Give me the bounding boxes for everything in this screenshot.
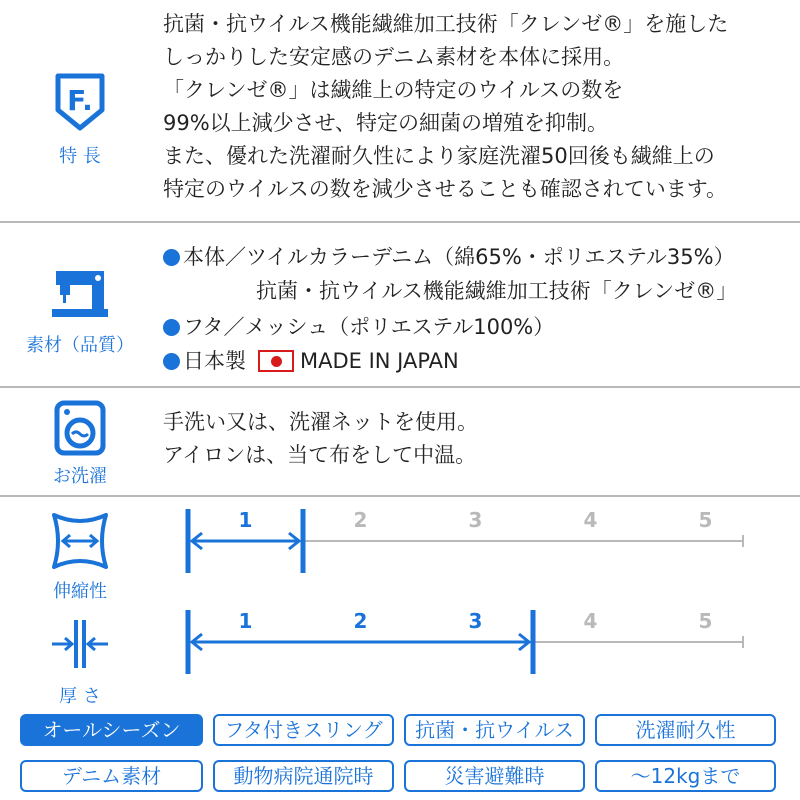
features-line: 99%以上減少させ、特定の細菌の増殖を抑制。 <box>163 111 609 135</box>
material-origin-en: MADE IN JAPAN <box>300 349 459 373</box>
features-line: 「クレンゼ®」は繊維上の特定のウイルスの数を <box>163 78 624 102</box>
japan-flag-icon <box>258 350 294 372</box>
material-origin-text: 日本製 <box>183 349 246 373</box>
material-body-text: 本体／ツイルカラーデニム（綿65%・ポリエステル35%） <box>183 245 735 269</box>
stretch-scale <box>170 507 790 587</box>
washing-text <box>163 406 478 472</box>
feature-tag: 抗菌・抗ウイルス <box>404 714 585 746</box>
washing-section <box>0 388 800 494</box>
stretch-icon <box>0 509 160 573</box>
scale-number: 4 <box>583 508 598 532</box>
features-line: 抗菌・抗ウイルス機能繊維加工技術「クレンゼ®」を施した <box>163 12 729 36</box>
material-body-line <box>163 241 735 271</box>
feature-tag: 災害避難時 <box>404 760 585 792</box>
stretch-label: 伸縮性 <box>53 581 107 602</box>
scale-number: 1 <box>238 508 253 532</box>
material-body-subline: 抗菌・抗ウイルス機能繊維加工技術「クレンゼ®」 <box>256 279 738 303</box>
washing-label: お洗濯 <box>53 466 107 487</box>
thickness-label: 厚 さ <box>59 686 101 707</box>
thickness-icon <box>0 616 160 672</box>
bullet-dot <box>163 319 180 336</box>
scale-number: 4 <box>583 609 598 633</box>
material-label: 素材（品質） <box>26 335 134 356</box>
scale-number: 3 <box>468 508 483 532</box>
features-line: 特定のウイルスの数を減少させることも確認されています。 <box>163 177 728 201</box>
features-label: 特 長 <box>59 146 101 167</box>
washing-line: アイロンは、当て布をして中温。 <box>163 443 477 467</box>
feature-tag: デニム素材 <box>20 760 203 792</box>
feature-tag: オールシーズン <box>20 714 203 746</box>
feature-tag: 洗濯耐久性 <box>595 714 776 746</box>
stretch-section <box>0 497 800 607</box>
pocket-f-icon <box>0 70 160 132</box>
bullet-dot <box>163 249 180 266</box>
thickness-scale <box>170 608 790 688</box>
scale-number: 1 <box>238 609 253 633</box>
bullet-dot <box>163 353 180 370</box>
material-lid-text: フタ／メッシュ（ポリエステル100%） <box>183 315 555 339</box>
scale-number: 5 <box>698 609 713 633</box>
feature-tag: フタ付きスリング <box>213 714 394 746</box>
washing-machine-icon <box>0 400 160 456</box>
scale-number: 2 <box>353 609 368 633</box>
feature-tag: ～12kgまで <box>595 760 776 792</box>
material-section <box>0 223 800 385</box>
thickness-section <box>0 608 800 708</box>
material-lid-line <box>163 311 554 341</box>
sewing-machine-icon <box>0 265 160 321</box>
scale-number: 5 <box>698 508 713 532</box>
features-line: また、優れた洗濯耐久性により家庭洗濯50回後も繊維上の <box>163 144 715 168</box>
svg-text:F.: F. <box>67 84 93 117</box>
washing-line: 手洗い又は、洗濯ネットを使用。 <box>163 410 478 434</box>
features-text <box>163 8 728 206</box>
features-line: しっかりした安定感のデニム素材を本体に採用。 <box>163 45 625 69</box>
scale-number: 2 <box>353 508 368 532</box>
material-origin-line <box>163 345 459 375</box>
features-section <box>0 0 800 220</box>
scale-number: 3 <box>468 609 483 633</box>
feature-tag: 動物病院通院時 <box>213 760 394 792</box>
